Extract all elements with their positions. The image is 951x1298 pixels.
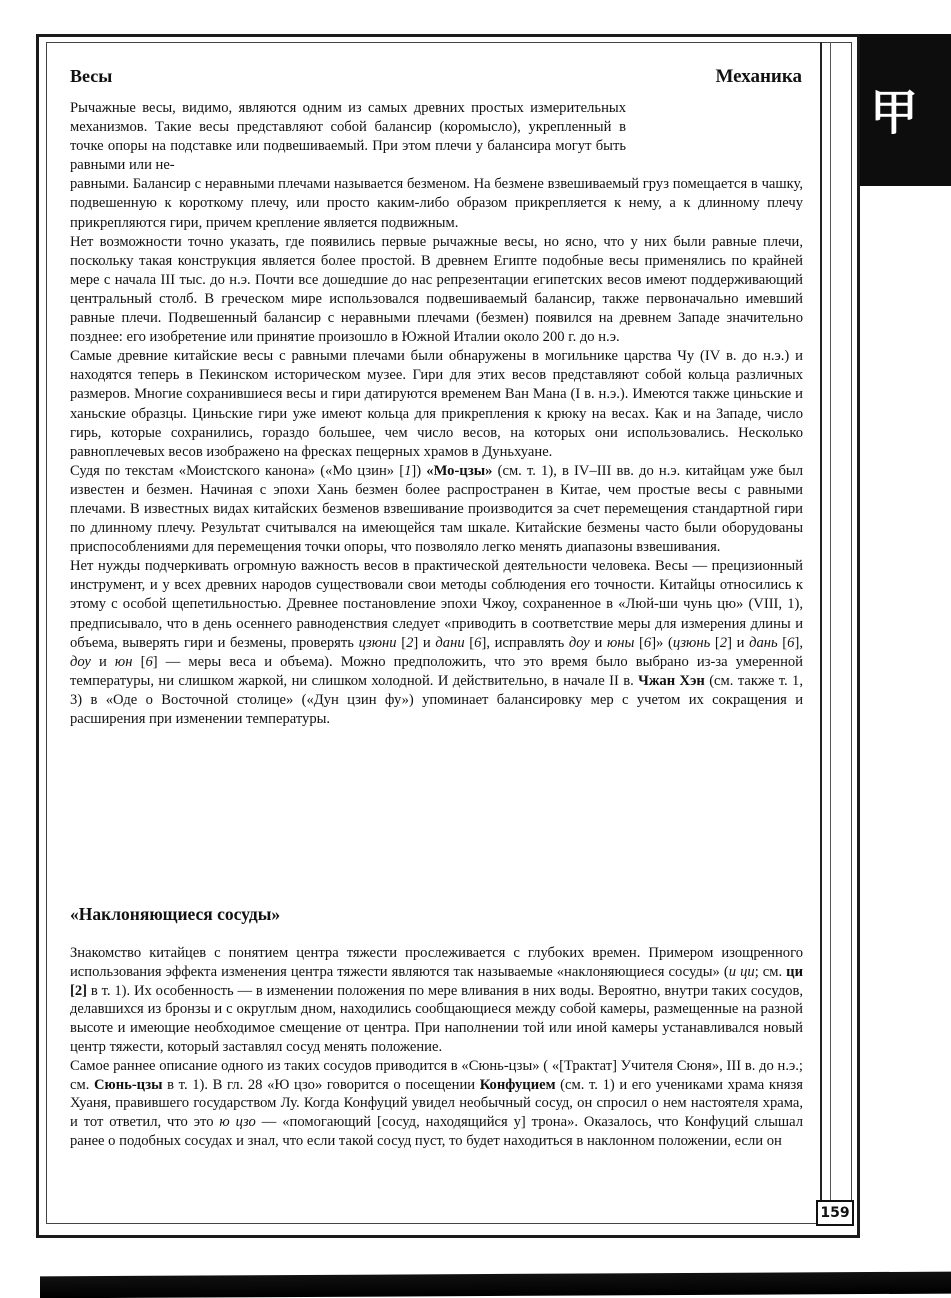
article-body-tilting-vessels	[70, 944, 803, 1151]
paragraph-7: Самое раннее описание одного из таких сосудов приводится в «Сюнь-цзы» ( «[Трактат] Учителя Сюня», III в. до н.э.; см. Сюнь-цзы в т. 1). В гл. 28 «Ю цзо» говорится о посещении Конфуцием (см. т. 1) и его учениками храма князя Хуаня, правившего государством Лу. Когда Конфуций увидел необычный сосуд, он спросил о нем настоятеля храма, и тот ответил, что это ю цзо — «помогающий [сосуд, находящийся у] трона». Оказалось, что Конфуций слышал ранее о подобных сосудах и знал, что если такой сосуд пуст, то будет находиться в наклонном положении, если он	[70, 1057, 804, 1149]
running-header-topic: Весы	[70, 66, 113, 86]
cross-ref-mozi: «Мо-цзы»	[426, 462, 493, 479]
paragraph-6: Знакомство китайцев с понятием центра тяжести прослеживается с глубоких времен. Примером изощренного использования эффекта изменения центра тяжести являются так называемые «наклоняющиеся сосуды» (и ци; см. ци [2] в т. 1). Их особенность — в изменении положения по мере вливания в них воды. Вероятно, внутри таких сосудов, делавшихся из бронзы и с округлым дном, находились сообщающиеся между собой камеры, размещенные на разной высоте и имеющие необходимое смещение от центра. При наполнении той или иной камеры устанавливался новый центр тяжести, который заставлял сосуд менять положение.	[70, 945, 803, 1055]
cross-ref-zhang-heng: Чжан Хэн	[638, 672, 705, 689]
paragraph-4: Судя по текстам «Моистского канона» («Мо цзин» [1]) «Мо-цзы» (см. т. 1), в IV–III вв. до н.э. китайцам уже был известен и безмен. Начиная с эпохи Хань безмен более распространен в Китае, чем простые весы с равными плечами. В известных видах китайских безменов взвешивание производится за счет перемещения стандартной гири по длинному плечу. Результат считывался на имеющейся там шкале. Китайские безмены часто были оборудованы приспособлениями для перемещения точки опоры, что позволяло легко менять диапазоны взвешивания.	[70, 462, 803, 556]
paragraph-5: Нет нужды подчеркивать огромную важность весов в практической деятельности человека. Весы — прецизионный инструмент, и у всех древних народов существовали свои методы соблюдения его точности. Китайцы относились к этому с особой щепетильностью. Древнее постановление эпохи Чжоу, сохраненное в «Люй-ши чунь цю» (VIII, 1), предписывало, что в день осеннего равноденствия следует «приводить в соответствие меры для измерения длины и объема, выверять гири и безмены, проверять цзюни [2] и дани [6], исправлять доу и юны [6]» (цзюнь [2] и дань [6], доу и юн [6] — меры веса и объема). Можно предположить, что это время было выбрано из-за умеренной температуры, ни слишком жаркой, ни слишком холодной. И действительно, в начале II в. Чжан Хэн (см. также т. 1, 3) в «Оде о Восточной столице» («Дун цзин фу») упоминает балансировку мер с учетом их сокращения и расширения при изменении температуры.	[70, 558, 803, 727]
cross-ref-xunzi: Сюнь-цзы	[94, 1076, 163, 1093]
section-heading-tilting-vessels: «Наклоняющиеся сосуды»	[70, 904, 281, 924]
article-body-scales	[70, 99, 803, 729]
paragraph-3: Самые древние китайские весы с равными плечами были обнаружены в могильнике царства Чу (IV в. до н.э.) и находятся теперь в Пекинском историческом музее. Гири для этих весов представляют собой кольца различных размеров. Многие сохранившиеся весы и гири датируются временем Ван Мана (I в. н.э.). Имеются также циньские и ханьские образцы. Циньские гири уже имеют кольца для прикрепления к крюку на весах. Как и на Западе, число гирь, которые сохранились, гораздо большее, чем число весов, на которых они использовались. Несколько равноплечевых весов изображено на фресках пещерных храмов в Дуньхуане.	[70, 348, 803, 460]
page-number: 159	[816, 1200, 854, 1226]
scan-edge-shadow	[40, 1272, 951, 1298]
paragraph-2: Нет возможности точно указать, где появились первые рычажные весы, но ясно, что у них были равные плечи, поскольку такая конструкция является более простой. В древнем Египте подобные весы применялись по крайней мере с начала III тыс. до н.э. Почти все дошедшие до нас репрезентации египетских весов имеют поддерживающий центральный столб. В греческом мире использовался подвешиваемый балансир, также первоначально имевший равные плечи. Подвешенный балансир с неравными плечами (безмен) появился на древнем Западе значительно позднее: его изобретение или принятие произошло в Южной Италии около 200 г. до н.э.	[70, 233, 803, 346]
cross-ref-qi: ци [2]	[70, 963, 803, 999]
paragraph-1-top: Рычажные весы, видимо, являются одним из самых древних простых измерительных механизмов. Такие весы представляют собой балансир (коромысло), укрепленный в точке опоры на подставке или подвешиваемый. При этом плечи у балансира могут быть равными или не-	[70, 100, 626, 174]
thumb-index-character: 甲	[869, 87, 918, 140]
paragraph-1-bottom: равными. Балансир с неравными плечами называется безменом. На безмене взвешиваемый груз помещается в чашку, подвешенную к короткому плечу, или просто каким-либо образом прикрепляется к нему, а к длинному плечу прикрепляются гири, причем крепление является подвижным.	[70, 176, 803, 231]
right-margin-rule-thin	[830, 42, 831, 1224]
right-margin-rule	[820, 42, 822, 1224]
running-header-section: Механика	[715, 66, 802, 87]
cross-ref-confucius: Конфуцием	[479, 1076, 556, 1093]
